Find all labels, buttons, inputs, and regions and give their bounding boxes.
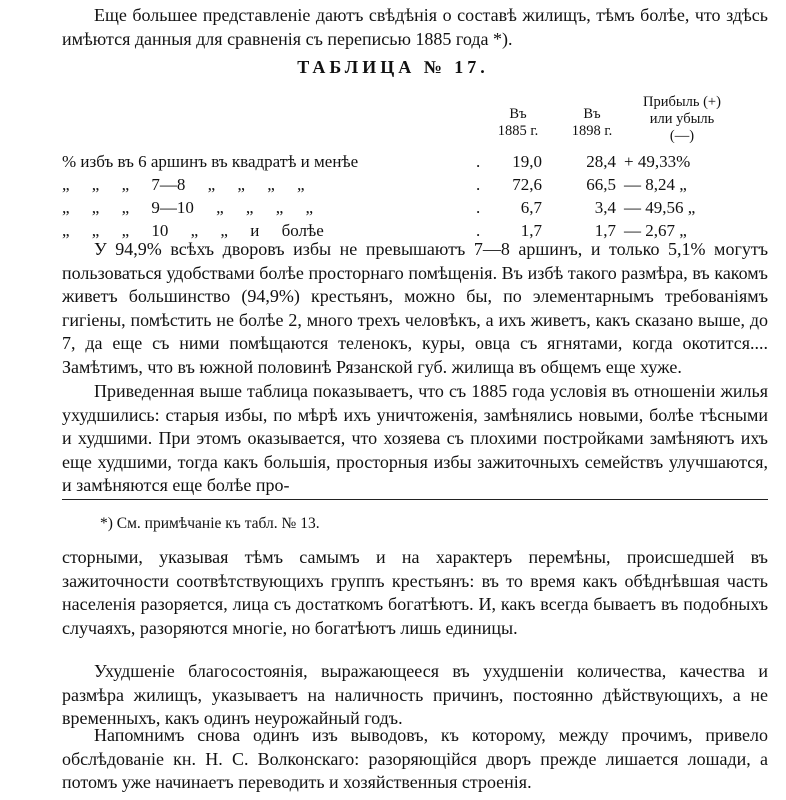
value-change: — 2,67 „ — [624, 221, 687, 240]
footnote-divider — [62, 499, 768, 500]
value-1885: 1,7 — [520, 221, 542, 240]
row-label: % избъ въ 6 аршинъ въ квадратѣ и менѣе — [62, 152, 359, 171]
value-1898: 66,5 — [586, 175, 616, 194]
value-1885: 19,0 — [512, 152, 542, 171]
row-label: „ „ „ 7—8 „ „ „ „ — [62, 175, 305, 194]
value-change: — 8,24 „ — [624, 175, 687, 194]
value-1898: 28,4 — [586, 152, 616, 171]
header-1885-line2: 1885 г. — [497, 123, 539, 139]
data-table — [62, 92, 768, 242]
paragraph-1: У 94,9% всѣхъ дворовъ избы не превышаютъ 7—8 аршинъ, и только 5,1% могутъ пользоваться удобствами болѣе просторнаго помѣщенія. Въ избѣ такого размѣра, въ какомъ живетъ большинство (94,9%) крестьянъ, можно бы, по элементарнымъ требованіямъ гигіены, помѣстить не болѣе 2, много трехъ человѣкъ, а ихъ живетъ, какъ сказано выше, до 7, да еще съ ними помѣщаются теленокъ, куры, овца съ ягнятами, когда окотится.... Замѣтимъ, что въ южной половинѣ Рязанской губ. жилища въ общемъ еще хуже. — [62, 239, 768, 377]
footnote: *) См. примѣчаніе къ табл. № 13. — [100, 515, 320, 532]
header-change-line1: Прибыль (+) — [643, 94, 721, 110]
table-row — [62, 196, 768, 219]
intro-paragraph: Еще большее представленіе даютъ свѣдѣнія о составѣ жилищъ, тѣмъ болѣе, что здѣсь имѣются данныя для сравненія съ переписью 1885 года *). — [62, 5, 768, 49]
header-change-line3: (—) — [669, 128, 695, 144]
table-title: ТАБЛИЦА № 17. — [297, 57, 489, 77]
value-1885: 6,7 — [520, 198, 542, 217]
value-change: — 49,56 „ — [624, 198, 696, 217]
row-dot: . — [476, 175, 481, 194]
table-row — [62, 150, 768, 173]
table-header — [62, 92, 768, 150]
table-row — [62, 173, 768, 196]
row-dot: . — [476, 198, 481, 217]
value-change: + 49,33% — [624, 152, 691, 171]
header-change — [622, 94, 742, 145]
paragraph-2: Приведенная выше таблица показываетъ, что съ 1885 года условія въ отношеніи жилья ухудшились: старыя избы, по мѣрѣ ихъ уничтоженія, замѣнялись новыми, болѣе тѣсными и худшими. При этомъ оказывается, что хозяева съ плохими постройками замѣняютъ ихъ еще худшими, тогда какъ большія, просторныя избы зажиточныхъ семействъ улучшаются, и замѣняются еще болѣе про- — [62, 381, 768, 495]
row-label: „ „ „ 9—10 „ „ „ „ — [62, 198, 314, 217]
paragraph-5: Напомнимъ снова одинъ изъ выводовъ, къ которому, между прочимъ, привело обслѣдованіе кн. Н. С. Волконскаго: разоряющійся дворъ прежде лишается лошади, а потомъ уже начинаетъ переводить и хозяйственныя строенія. — [62, 725, 768, 792]
header-1885-line1: Въ — [509, 106, 527, 122]
row-dot: . — [476, 152, 481, 171]
value-1885: 72,6 — [512, 175, 542, 194]
paragraph-3: сторными, указывая тѣмъ самымъ и на характеръ перемѣны, происшедшей въ зажиточности соотвѣтствующихъ группъ крестьянъ: въ то время какъ обѣднѣвшая часть населенія разоряется, лица съ достаткомъ богатѣютъ. И, какъ всегда бываетъ въ подобныхъ случаяхъ, разоряются многіе, но богатѣютъ лишь единицы. — [62, 547, 768, 638]
header-1898-line2: 1898 г. — [571, 123, 613, 139]
header-change-line2: или убыль — [649, 111, 715, 127]
header-1898 — [562, 106, 622, 140]
value-1898: 3,4 — [594, 198, 616, 217]
header-1898-line1: Въ — [583, 106, 601, 122]
row-dot: . — [476, 221, 481, 240]
row-label: „ „ „ 10 „ „ и болѣе — [62, 221, 324, 240]
value-1898: 1,7 — [594, 221, 616, 240]
paragraph-4: Ухудшеніе благосостоянія, выражающееся въ ухудшеніи количества, качества и размѣра жилищъ, указываетъ на наличность причинъ, постоянно дѣйствующихъ, а не временныхъ, какъ одинъ неурожайный годъ. — [62, 661, 768, 728]
header-1885 — [488, 106, 548, 140]
